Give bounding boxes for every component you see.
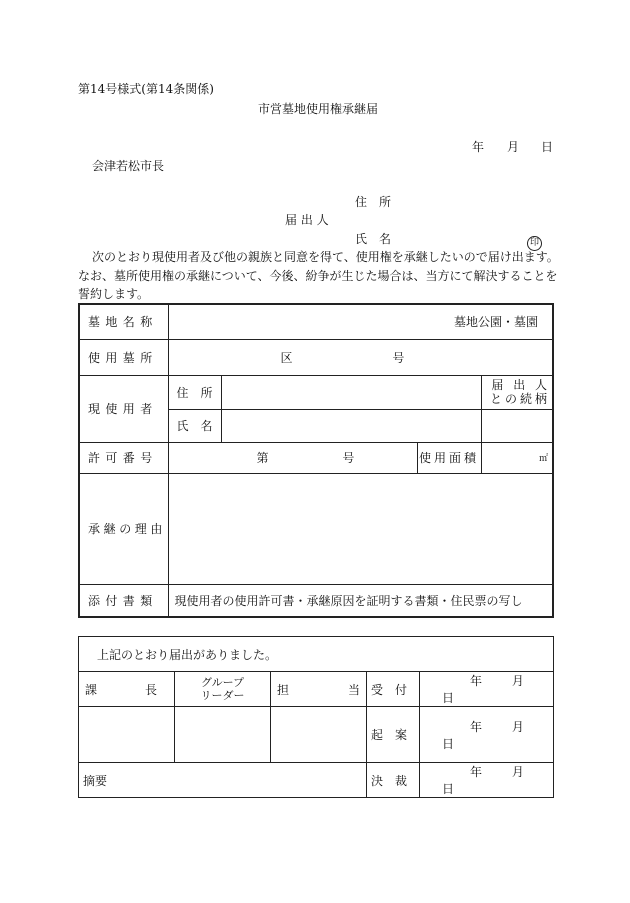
- date-month: 月: [507, 140, 520, 154]
- permit-value[interactable]: [168, 442, 417, 473]
- application-table: [78, 303, 554, 618]
- applicant-name-label: 氏 名: [355, 232, 392, 246]
- relation-value[interactable]: [481, 409, 553, 442]
- plot-ku: 区: [280, 350, 293, 365]
- row-office-header: [79, 672, 554, 707]
- row-permit: [79, 442, 553, 473]
- area-label: 使用面積: [417, 442, 481, 473]
- cemetery-name-value[interactable]: 墓地公園・墓園: [168, 304, 553, 339]
- current-user-address-label: 住 所: [168, 375, 221, 409]
- row-attachments: [79, 584, 553, 617]
- row-remarks: [79, 763, 554, 798]
- permit-dai: 第: [256, 451, 269, 465]
- form-number: 第14号様式(第14条関係): [78, 82, 214, 96]
- receipt-date[interactable]: 年 月 日: [420, 672, 554, 707]
- chief-stamp[interactable]: [79, 707, 175, 763]
- decision-date[interactable]: 年 月 日: [420, 763, 554, 798]
- permit-go: 号: [342, 451, 355, 465]
- remarks-label[interactable]: 摘要: [79, 763, 367, 798]
- statement-line-3: 誓約します。: [78, 287, 150, 301]
- applicant-label: 届 出 人: [285, 213, 329, 227]
- office-use-table: [78, 636, 554, 798]
- row-current-user-address: [79, 375, 553, 409]
- date-day: 日: [541, 140, 554, 154]
- row-reason: [79, 473, 553, 584]
- chief-label: 課 長: [79, 672, 175, 707]
- group-leader-stamp[interactable]: [175, 707, 271, 763]
- plot-value[interactable]: [168, 339, 553, 375]
- staff-stamp[interactable]: [271, 707, 367, 763]
- addressee: 会津若松市長: [92, 159, 165, 173]
- current-user-name-label: 氏 名: [168, 409, 221, 442]
- reason-label: 承継の理由: [79, 473, 168, 584]
- received-note: 上記のとおり届出がありました。: [79, 637, 554, 672]
- current-user-name-value[interactable]: [221, 409, 481, 442]
- staff-label: 担 当: [271, 672, 367, 707]
- row-cemetery-name: [79, 304, 553, 339]
- current-user-address-value[interactable]: [221, 375, 481, 409]
- draft-date[interactable]: 年 月 日: [420, 707, 554, 763]
- permit-label: 許可番号: [79, 442, 168, 473]
- group-leader-label: グループ リーダー: [175, 672, 271, 707]
- decision-label: 決 裁: [367, 763, 420, 798]
- date-year: 年: [472, 140, 485, 154]
- receipt-label: 受 付: [367, 672, 420, 707]
- statement-line-1: 次のとおり現使用者及び他の親族と同意を得て、使用権を承継したいので届け出ます。: [92, 250, 559, 264]
- current-user-label: 現使用者: [79, 375, 168, 442]
- plot-go: 号: [392, 350, 405, 365]
- page-title: 市営墓地使用権承継届: [258, 102, 379, 116]
- applicant-address-label: 住 所: [355, 195, 392, 209]
- statement-line-2: なお、墓所使用権の承継について、今後、紛争が生じた場合は、当方にて解決することを: [78, 269, 558, 283]
- cemetery-name-label: 墓地名称: [79, 304, 168, 339]
- plot-label: 使用墓所: [79, 339, 168, 375]
- seal-icon: 印: [527, 230, 542, 251]
- row-plot: [79, 339, 553, 375]
- area-unit[interactable]: ㎡: [481, 442, 553, 473]
- attachments-label: 添付書類: [79, 584, 168, 617]
- reason-value[interactable]: [168, 473, 553, 584]
- row-office-stamps: [79, 707, 554, 763]
- attachments-value: 現使用者の使用許可書・承継原因を証明する書類・住民票の写し: [168, 584, 553, 617]
- draft-label: 起 案: [367, 707, 420, 763]
- row-received-note: [79, 637, 554, 672]
- relation-label: 届 出 人 との続柄: [481, 375, 553, 409]
